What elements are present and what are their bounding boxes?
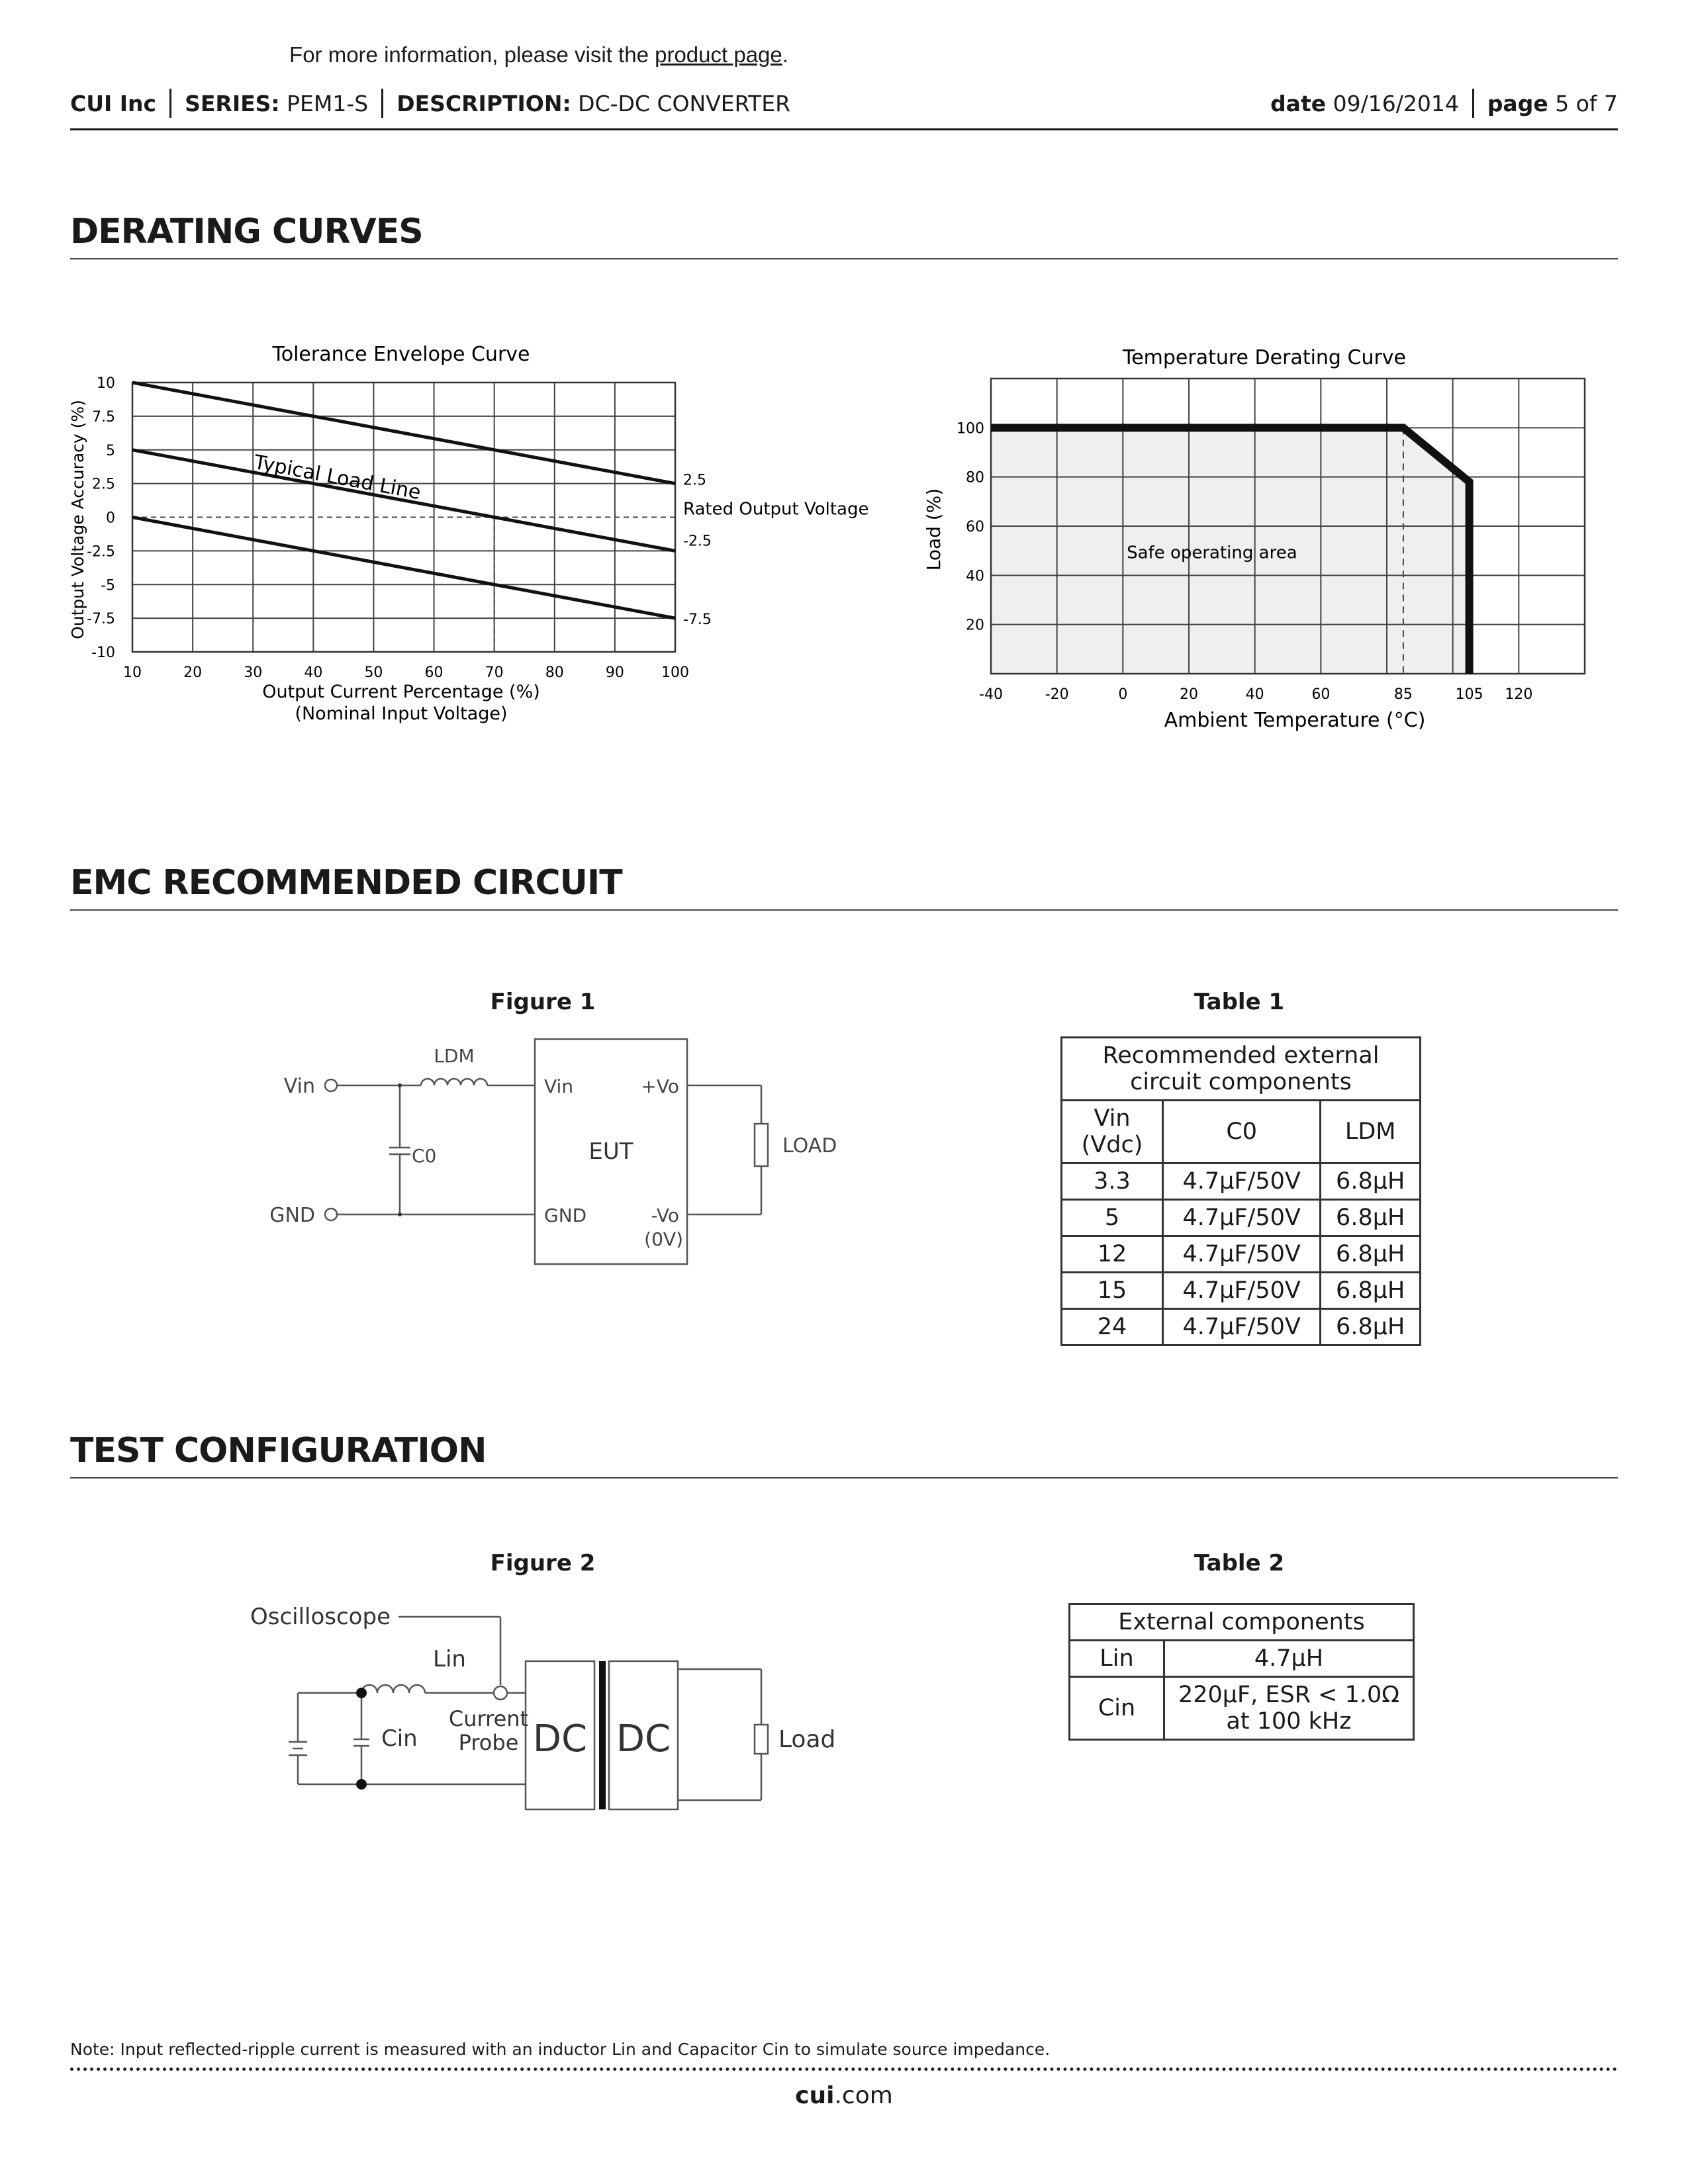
ldm-inductor xyxy=(421,1079,487,1085)
dc-label-2: DC xyxy=(616,1717,671,1760)
table1-cell: 6.8μH xyxy=(1321,1163,1421,1200)
x-tick-label: 20 xyxy=(1180,686,1198,703)
date-label: date xyxy=(1270,90,1327,116)
table-row xyxy=(1062,1200,1421,1236)
y-tick-label: 100 xyxy=(957,420,984,437)
table2 xyxy=(1068,1603,1415,1741)
header-right xyxy=(1270,89,1618,118)
cin-label: Cin xyxy=(381,1725,418,1752)
page-value: 5 of 7 xyxy=(1555,90,1618,116)
footer-url xyxy=(0,2082,1688,2109)
ldm-label: LDM xyxy=(434,1045,475,1067)
x-tick-label: 85 xyxy=(1393,686,1413,703)
description-label: DESCRIPTION: xyxy=(397,90,571,116)
safe-operating-area-label: Safe operating area xyxy=(1127,543,1297,563)
table1-cell: 6.8μH xyxy=(1321,1200,1421,1236)
lin-label: Lin xyxy=(433,1646,466,1672)
series-value: PEM1-S xyxy=(287,90,369,116)
header-divider xyxy=(169,89,171,118)
y-tick-label: 80 xyxy=(966,469,984,486)
table-row xyxy=(1062,1309,1421,1345)
gnd-label: GND xyxy=(269,1204,315,1227)
series-label: SERIES: xyxy=(185,90,280,116)
junction-dot xyxy=(356,1779,367,1790)
eut-label: EUT xyxy=(588,1138,633,1165)
top-note-text: For more information, please visit the xyxy=(289,42,655,67)
load-label-2: Load xyxy=(778,1726,836,1753)
y-tick-label: 40 xyxy=(966,568,984,585)
vin-label: Vin xyxy=(283,1075,315,1098)
tolerance-chart-title: Tolerance Envelope Curve xyxy=(272,343,530,366)
table2-title: Table 2 xyxy=(1194,1550,1285,1576)
typical-load-line-label: Typical Load Line xyxy=(252,451,423,505)
x-tick-label: -40 xyxy=(979,686,1003,703)
y-tick-label: 0 xyxy=(106,510,115,527)
figure2-title: Figure 2 xyxy=(490,1550,596,1576)
footer-dotted-rule xyxy=(70,2068,1618,2071)
footer-url-bold: cui xyxy=(795,2082,835,2109)
footnote: Note: Input reflected-ripple current is measured with an inductor Lin and Capacitor Cin to simulate source impedance. xyxy=(70,2040,1051,2059)
test-circuit-diagram xyxy=(245,1595,841,1833)
table1-caption: Recommended external circuit components xyxy=(1062,1038,1421,1101)
table1-cell: 5 xyxy=(1062,1200,1163,1236)
tolerance-tick-labels xyxy=(87,375,689,681)
current-probe xyxy=(494,1686,507,1700)
table1-cell: 6.8μH xyxy=(1321,1273,1421,1309)
tolerance-x-label: Output Current Percentage (%) xyxy=(262,682,540,702)
y-tick-label: 20 xyxy=(966,617,984,634)
table1-cell: 4.7μF/50V xyxy=(1163,1309,1321,1345)
y-tick-label: 10 xyxy=(97,375,115,392)
footer-url-rest: .com xyxy=(834,2082,893,2109)
eut-vin-label: Vin xyxy=(544,1075,574,1097)
table-row xyxy=(1062,1163,1421,1200)
top-note xyxy=(0,42,1078,68)
y-tick-label: 7.5 xyxy=(92,408,115,426)
right-label-2.5: 2.5 xyxy=(683,472,706,489)
x-tick-label: 60 xyxy=(1311,686,1331,703)
top-note-suffix: . xyxy=(782,42,788,67)
current-probe-label-1: Current xyxy=(448,1706,529,1731)
table2-caption: External components xyxy=(1070,1604,1414,1641)
load-resistor-2 xyxy=(755,1725,768,1754)
table2-cell xyxy=(1164,1677,1414,1740)
table2-cell: Cin xyxy=(1070,1677,1164,1740)
x-tick-label: 0 xyxy=(1118,686,1128,703)
section-title-emc: EMC RECOMMENDED CIRCUIT xyxy=(70,863,622,903)
x-tick-label: 120 xyxy=(1505,686,1533,703)
y-tick-label: -5 xyxy=(101,577,115,594)
table1-header: LDM xyxy=(1321,1101,1421,1163)
vo-neg-0v-label: (0V) xyxy=(644,1228,683,1250)
tolerance-chart xyxy=(60,331,894,741)
table-row xyxy=(1070,1677,1414,1740)
table1-cell: 6.8μH xyxy=(1321,1309,1421,1345)
section-title-test: TEST CONFIGURATION xyxy=(70,1431,487,1471)
x-tick-label: 80 xyxy=(545,664,564,681)
temperature-chart-title: Temperature Derating Curve xyxy=(1122,346,1407,369)
product-page-link[interactable]: product page xyxy=(655,42,782,67)
temperature-y-label: Load (%) xyxy=(923,488,945,571)
x-tick-label: 20 xyxy=(183,664,203,681)
cin-value-line1: 220μF, ESR < 1.0Ω xyxy=(1178,1682,1400,1708)
table1-cell: 6.8μH xyxy=(1321,1236,1421,1273)
section-title-derating: DERATING CURVES xyxy=(70,212,423,251)
table1-header: C0 xyxy=(1163,1101,1321,1163)
table1-cell: 4.7μF/50V xyxy=(1163,1273,1321,1309)
y-tick-label: -2.5 xyxy=(87,543,115,561)
table1-cell: 12 xyxy=(1062,1236,1163,1273)
table1-cell: 4.7μF/50V xyxy=(1163,1236,1321,1273)
company-name: CUI Inc xyxy=(70,90,157,116)
temperature-chart xyxy=(914,331,1615,748)
y-tick-label: -7.5 xyxy=(87,611,115,628)
table-row xyxy=(1070,1641,1414,1677)
table2-cell: 4.7μH xyxy=(1164,1641,1414,1677)
y-tick-label: 5 xyxy=(106,442,115,459)
header-divider xyxy=(381,89,383,118)
table1-cell: 3.3 xyxy=(1062,1163,1163,1200)
load-label: LOAD xyxy=(782,1134,837,1158)
oscilloscope-label: Oscilloscope xyxy=(250,1604,391,1630)
x-tick-label: 10 xyxy=(123,664,142,681)
tolerance-grid xyxy=(132,383,675,652)
y-tick-label: 60 xyxy=(966,519,984,535)
tolerance-y-label: Output Voltage Accuracy (%) xyxy=(68,400,87,639)
x-tick-label: 70 xyxy=(485,664,504,681)
x-tick-label: 90 xyxy=(605,664,624,681)
x-tick-label: 40 xyxy=(1245,686,1264,703)
table1-cell: 4.7μF/50V xyxy=(1163,1163,1321,1200)
date-value: 09/16/2014 xyxy=(1333,90,1459,116)
load-resistor xyxy=(755,1124,768,1166)
junction-dot xyxy=(356,1688,367,1698)
c0-label: C0 xyxy=(412,1145,437,1167)
vo-neg-label: -Vo xyxy=(651,1205,679,1226)
table1-header: Vin (Vdc) xyxy=(1062,1101,1163,1163)
x-tick-label: 100 xyxy=(661,664,689,681)
table1 xyxy=(1060,1036,1421,1346)
x-tick-label: 40 xyxy=(304,664,323,681)
y-tick-label: 2.5 xyxy=(92,476,115,493)
series-line-0 xyxy=(132,383,675,484)
table1-cell: 4.7μF/50V xyxy=(1163,1200,1321,1236)
x-tick-label: 60 xyxy=(424,664,444,681)
right-label-neg7.5: -7.5 xyxy=(683,612,712,629)
vo-pos-label: +Vo xyxy=(641,1075,679,1097)
gnd-terminal xyxy=(325,1208,337,1220)
section-rule xyxy=(70,258,1618,259)
header-rule xyxy=(70,128,1618,130)
circuit-wires xyxy=(325,1039,768,1264)
temperature-x-label: Ambient Temperature (°C) xyxy=(1164,709,1426,732)
emc-circuit-diagram xyxy=(258,1026,854,1277)
table1-cell: 24 xyxy=(1062,1309,1163,1345)
x-tick-label: 105 xyxy=(1455,686,1483,703)
tolerance-x-label-2: (Nominal Input Voltage) xyxy=(295,704,508,724)
y-tick-label: -10 xyxy=(91,645,115,661)
cin-value-line2: at 100 kHz xyxy=(1226,1708,1352,1735)
table2-cell: Lin xyxy=(1070,1641,1164,1677)
current-probe-label-2: Probe xyxy=(458,1730,519,1755)
section-rule xyxy=(70,1477,1618,1479)
table-row xyxy=(1062,1273,1421,1309)
isolation-bar xyxy=(599,1661,606,1809)
x-tick-label: 50 xyxy=(364,664,383,681)
rated-output-voltage-label: Rated Output Voltage xyxy=(683,499,869,520)
table1-cell: 15 xyxy=(1062,1273,1163,1309)
x-tick-label: 30 xyxy=(244,664,263,681)
table1-title: Table 1 xyxy=(1194,989,1285,1015)
section-rule xyxy=(70,909,1618,911)
header-left xyxy=(70,89,790,118)
eut-gnd-label: GND xyxy=(544,1205,587,1226)
dc-label-1: DC xyxy=(532,1717,588,1760)
right-label-neg2.5: -2.5 xyxy=(683,533,712,550)
vin-terminal xyxy=(325,1079,337,1091)
figure1-title: Figure 1 xyxy=(490,989,596,1015)
header-divider xyxy=(1472,89,1474,118)
lin-inductor xyxy=(361,1685,425,1693)
page-label: page xyxy=(1487,90,1548,116)
series-line-2 xyxy=(132,518,675,619)
x-tick-label: -20 xyxy=(1045,686,1069,703)
description-value: DC-DC CONVERTER xyxy=(578,90,791,116)
table-row xyxy=(1062,1236,1421,1273)
